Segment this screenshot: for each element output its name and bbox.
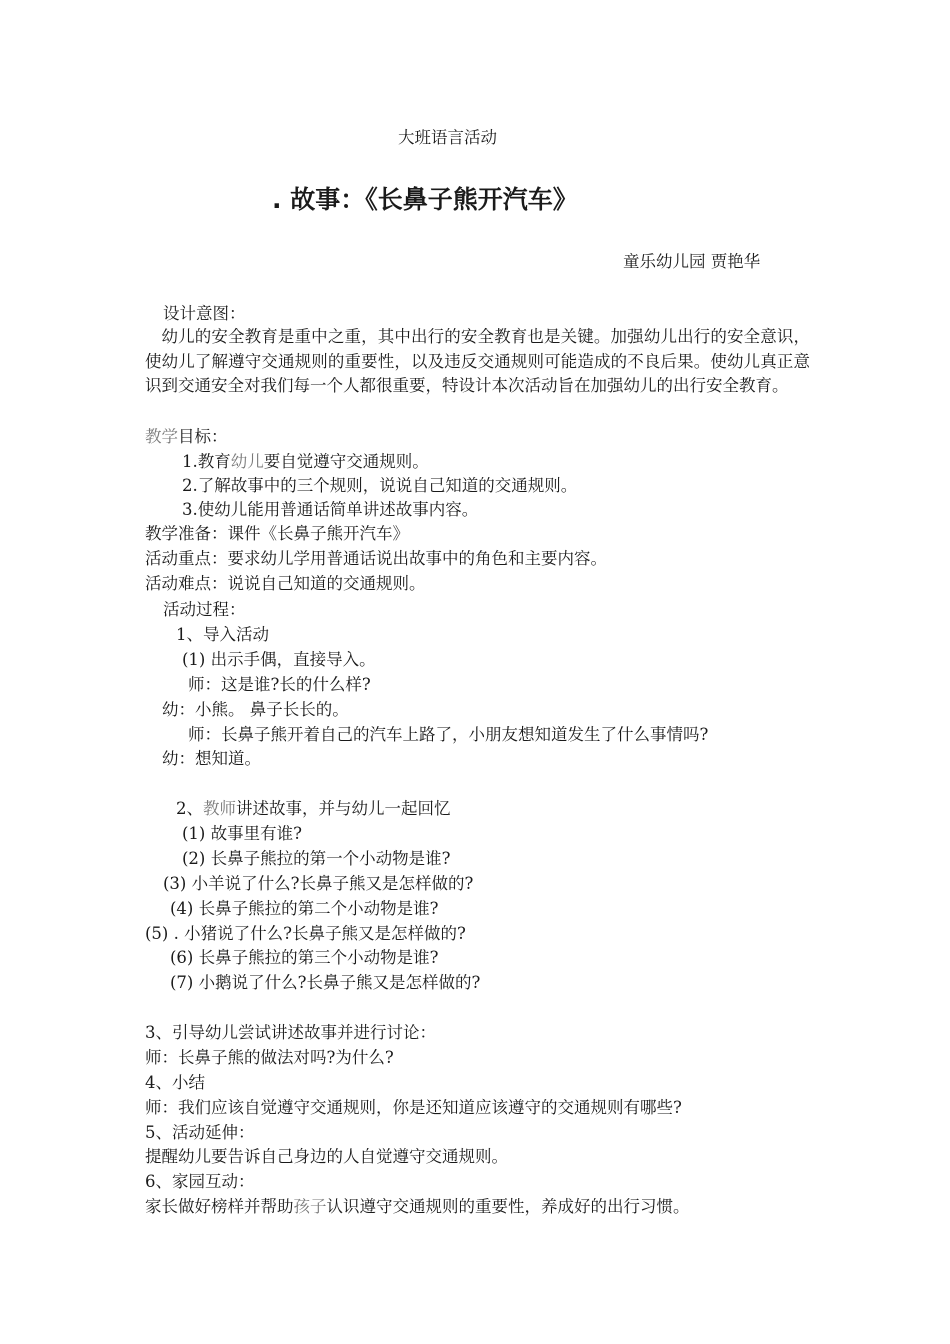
goals-heading-rest: 目标： xyxy=(178,427,228,446)
step-6-pre: 家长做好榜样并帮助 xyxy=(145,1197,294,1216)
document-title: . 故事：《长鼻子熊开汽车》 xyxy=(272,185,578,214)
step-6-post: 认识遵守交通规则的重要性，养成好的出行习惯。 xyxy=(326,1197,690,1216)
step-4-teacher: 师：我们应该自觉遵守交通规则，你是还知道应该遵守的交通规则有哪些? xyxy=(145,1098,682,1117)
design-heading: 设计意图： xyxy=(163,304,246,323)
step-6-text xyxy=(145,1195,690,1219)
question-6: (6) 长鼻子熊拉的第三个小动物是谁? xyxy=(170,948,439,967)
step-5: 5、活动延伸： xyxy=(145,1123,255,1142)
step-6-gray: 孩子 xyxy=(293,1197,327,1216)
goals-heading-gray: 教学 xyxy=(145,427,178,446)
child-line-2: 幼：想知道。 xyxy=(162,749,261,768)
teaching-prep: 教学准备：课件《长鼻子熊开汽车》 xyxy=(145,524,409,543)
design-paragraph: 幼儿的安全教育是重中之重，其中出行的安全教育也是关键。加强幼儿出行的安全意识，使幼儿了解遵守交通规则的重要性，以及违反交通规则可能造成的不良后果。使幼儿真正意识到交通安全对我们每一个人都很重要，特设计本次活动旨在加强幼儿的出行安全教育。 xyxy=(145,327,810,395)
step-2 xyxy=(176,797,451,821)
author-line: 童乐幼儿园 贾艳华 xyxy=(623,252,761,271)
step-5-text: 提醒幼儿要告诉自己身边的人自觉遵守交通规则。 xyxy=(145,1147,508,1166)
step-2-post: 讲述故事，并与幼儿一起回忆 xyxy=(236,799,451,818)
difficulty: 活动难点：说说自己知道的交通规则。 xyxy=(145,574,426,593)
goal-1-gray: 幼儿 xyxy=(230,452,264,471)
question-5: (5) . 小猪说了什么?长鼻子熊又是怎样做的? xyxy=(145,924,466,943)
step-4: 4、小结 xyxy=(145,1073,205,1092)
question-1: (1) 故事里有谁? xyxy=(182,824,302,843)
goal-3: 3.使幼儿能用普通话简单讲述故事内容。 xyxy=(182,500,479,519)
question-7: (7) 小鹅说了什么?长鼻子熊又是怎样做的? xyxy=(170,973,481,992)
key-point: 活动重点：要求幼儿学用普通话说出故事中的角色和主要内容。 xyxy=(145,549,607,568)
step-3-teacher: 师：长鼻子熊的做法对吗?为什么? xyxy=(145,1048,394,1067)
process-heading: 活动过程： xyxy=(163,600,246,619)
step-6: 6、家园互动： xyxy=(145,1172,255,1191)
goal-2: 2.了解故事中的三个规则，说说自己知道的交通规则。 xyxy=(182,476,578,495)
question-4: (4) 长鼻子熊拉的第二个小动物是谁? xyxy=(170,899,439,918)
goals-heading xyxy=(145,425,228,449)
step-3: 3、引导幼儿尝试讲述故事并进行讨论： xyxy=(145,1023,436,1042)
goal-1 xyxy=(182,450,429,474)
goal-1-pre: 1.教育 xyxy=(182,452,231,471)
step-1: 1、导入活动 xyxy=(176,625,269,644)
child-line-1: 幼：小熊。 鼻子长长的。 xyxy=(162,700,349,719)
step-2-pre: 2、 xyxy=(176,799,203,818)
step-2-gray: 教师 xyxy=(203,799,236,818)
question-2: (2) 长鼻子熊拉的第一个小动物是谁? xyxy=(182,849,451,868)
step-1-item-1: (1) 出示手偶，直接导入。 xyxy=(182,650,376,669)
question-3: (3) 小羊说了什么?长鼻子熊又是怎样做的? xyxy=(163,874,474,893)
teacher-line-1: 师：这是谁?长的什么样? xyxy=(188,675,371,694)
document-subtitle: 大班语言活动 xyxy=(398,128,497,147)
teacher-line-2: 师：长鼻子熊开着自己的汽车上路了，小朋友想知道发生了什么事情吗? xyxy=(188,725,709,744)
goal-1-post: 要自觉遵守交通规则。 xyxy=(263,452,429,471)
